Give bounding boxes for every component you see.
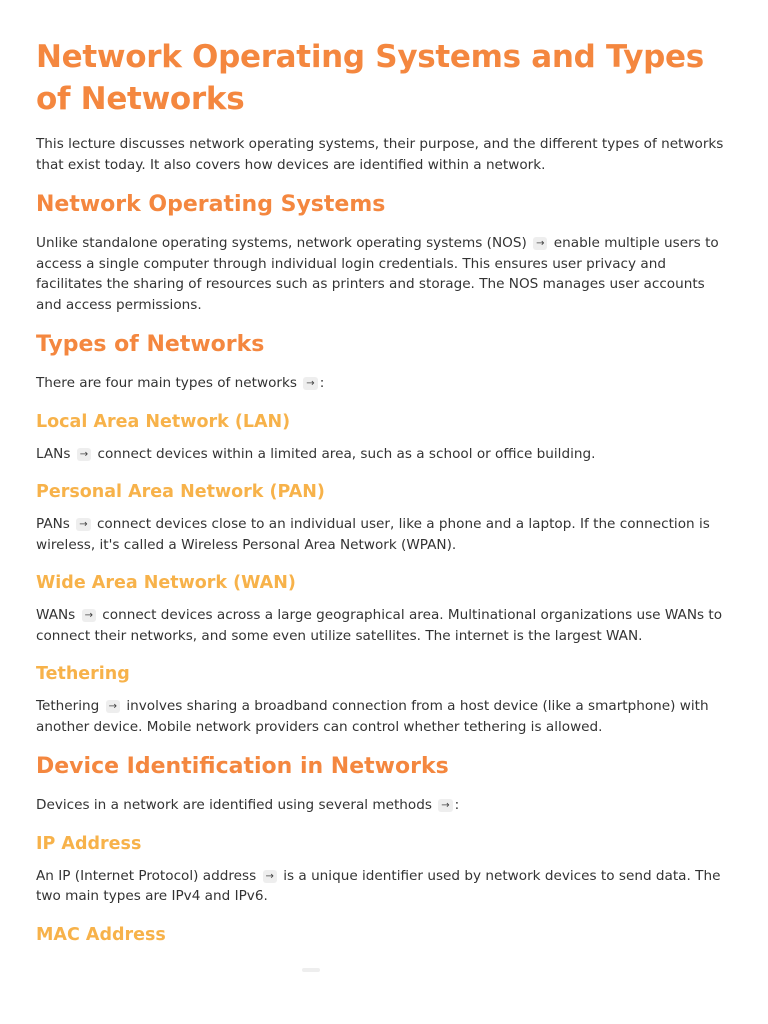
pan-heading: Personal Area Network (PAN) — [36, 482, 325, 502]
pan-text-after: connect devices close to an individual user, like a phone and a laptop. If the connection is wireless, it's called a Wireless Personal Area Network (WPAN). — [36, 516, 710, 553]
partial-reference-marker — [302, 968, 320, 972]
wan-text-after: connect devices across a large geographical area. Multinational organizations use WANs to connect their networks, and some even utilize satellites. The internet is the largest WAN. — [36, 607, 723, 644]
types-reference-link[interactable]: → — [303, 377, 317, 390]
tethering-heading: Tethering — [36, 664, 130, 684]
lan-reference-link[interactable]: → — [77, 448, 91, 461]
wan-reference-link[interactable]: → — [82, 609, 96, 622]
nos-text-after: enable multiple users to access a single computer through individual login credentials. This ensures user privacy and facilitates the sharing of resources such as printers and storage. The NOS manages user accounts and access permissions. — [36, 235, 719, 313]
types-intro-colon: : — [319, 375, 325, 391]
tethering-text-before: Tethering — [36, 698, 100, 714]
lan-heading: Local Area Network (LAN) — [36, 411, 291, 432]
pan-reference-link[interactable]: → — [76, 518, 90, 531]
pan-paragraph — [36, 514, 732, 555]
device-id-heading: Device Identification in Networks — [36, 754, 449, 779]
ip-text-before: An IP (Internet Protocol) address — [36, 867, 257, 884]
device-id-intro-colon: : — [454, 797, 460, 813]
types-intro — [36, 373, 732, 394]
lan-paragraph — [36, 444, 732, 465]
lan-text-after: connect devices within a limited area, such as a school or office building. — [97, 445, 596, 462]
nos-text-before: Unlike standalone operating systems, network operating systems (NOS) — [36, 235, 527, 251]
cut-off-reference — [36, 957, 732, 976]
device-id-intro — [36, 795, 732, 816]
device-id-intro-text: Devices in a network are identified using several methods — [36, 797, 432, 813]
ip-text-after: is a unique identifier used by network devices to send data. The two main types are IPv4 and IPv6. — [36, 867, 721, 904]
pan-text-before: PANs — [36, 516, 70, 532]
intro-paragraph: This lecture discusses network operating systems, their purpose, and the different types of networks that exist today. It also covers how devices are identified within a network. — [36, 136, 724, 173]
wan-paragraph — [36, 605, 732, 646]
types-heading: Types of Networks — [36, 332, 265, 357]
ip-heading: IP Address — [36, 833, 142, 854]
mac-heading: MAC Address — [36, 924, 166, 945]
nos-reference-link[interactable]: → — [533, 237, 547, 250]
ip-reference-link[interactable]: → — [263, 870, 277, 883]
page-title: Network Operating Systems and Types of Networks — [36, 39, 704, 117]
wan-heading: Wide Area Network (WAN) — [36, 573, 296, 593]
wan-text-before: WANs — [36, 607, 76, 623]
tethering-reference-link[interactable]: → — [106, 700, 120, 713]
types-intro-text: There are four main types of networks — [36, 375, 297, 391]
ip-paragraph — [36, 866, 732, 907]
device-id-reference-link[interactable]: → — [438, 799, 452, 812]
tethering-paragraph — [36, 696, 732, 737]
tethering-text-after: involves sharing a broadband connection from a host device (like a smartphone) with another device. Mobile network providers can control whether tethering is allowed. — [36, 698, 709, 735]
nos-paragraph — [36, 233, 732, 315]
nos-heading: Network Operating Systems — [36, 192, 386, 217]
lan-text-before: LANs — [36, 445, 71, 462]
